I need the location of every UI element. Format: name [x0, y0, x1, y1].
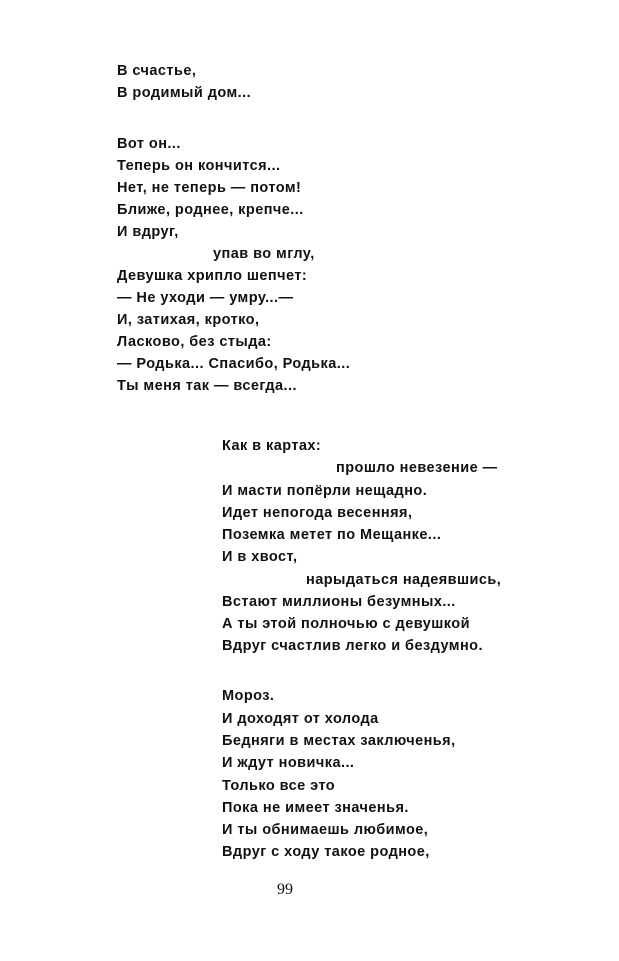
poem-line: И ты обнимаешь любимое, [222, 822, 429, 838]
poem-line: А ты этой полночью с девушкой [222, 616, 470, 632]
poem-line: Мороз. [222, 688, 275, 704]
poem-line: Поземка метет по Мещанке... [222, 527, 442, 543]
poem-line: Ласково, без стыда: [117, 334, 272, 350]
poem-line: нарыдаться надеявшись, [306, 572, 502, 588]
poem-line: Встают миллионы безумных... [222, 594, 456, 610]
poem-line: В счастье, [117, 63, 197, 79]
page-number: 99 [277, 881, 293, 898]
poem-line: Ты меня так — всегда... [117, 378, 297, 394]
poem-line: Идет непогода весенняя, [222, 505, 413, 521]
poem-line: Девушка хрипло шепчет: [117, 268, 308, 284]
poem-line: Пока не имеет значенья. [222, 800, 409, 816]
poem-line: И масти попёрли нещадно. [222, 483, 428, 499]
poem-line: прошло невезение — [336, 460, 498, 476]
poem-line: упав во мглу, [213, 246, 315, 262]
poem-line: Теперь он кончится... [117, 158, 281, 174]
poem-line: Вот он... [117, 136, 181, 152]
poem-line: Вдруг с ходу такое родное, [222, 844, 430, 860]
poem-line: — Родька... Спасибо, Родька... [117, 356, 351, 372]
poem-line: И, затихая, кротко, [117, 312, 260, 328]
poem-line: И доходят от холода [222, 711, 379, 727]
poem-line: И в хвост, [222, 549, 298, 565]
poem-line: В родимый дом... [117, 85, 252, 101]
poem-line: Только все это [222, 778, 336, 794]
poem-line: Бедняги в местах заключенья, [222, 733, 456, 749]
poem-line: Ближе, роднее, крепче... [117, 202, 304, 218]
poem-line: — Не уходи — умру...— [117, 290, 294, 306]
poem-line: Как в картах: [222, 438, 322, 454]
poem-line: Нет, не теперь — потом! [117, 180, 302, 196]
poem-line: Вдруг счастлив легко и бездумно. [222, 638, 483, 654]
poem-line: И ждут новичка... [222, 755, 355, 771]
poem-line: И вдруг, [117, 224, 179, 240]
